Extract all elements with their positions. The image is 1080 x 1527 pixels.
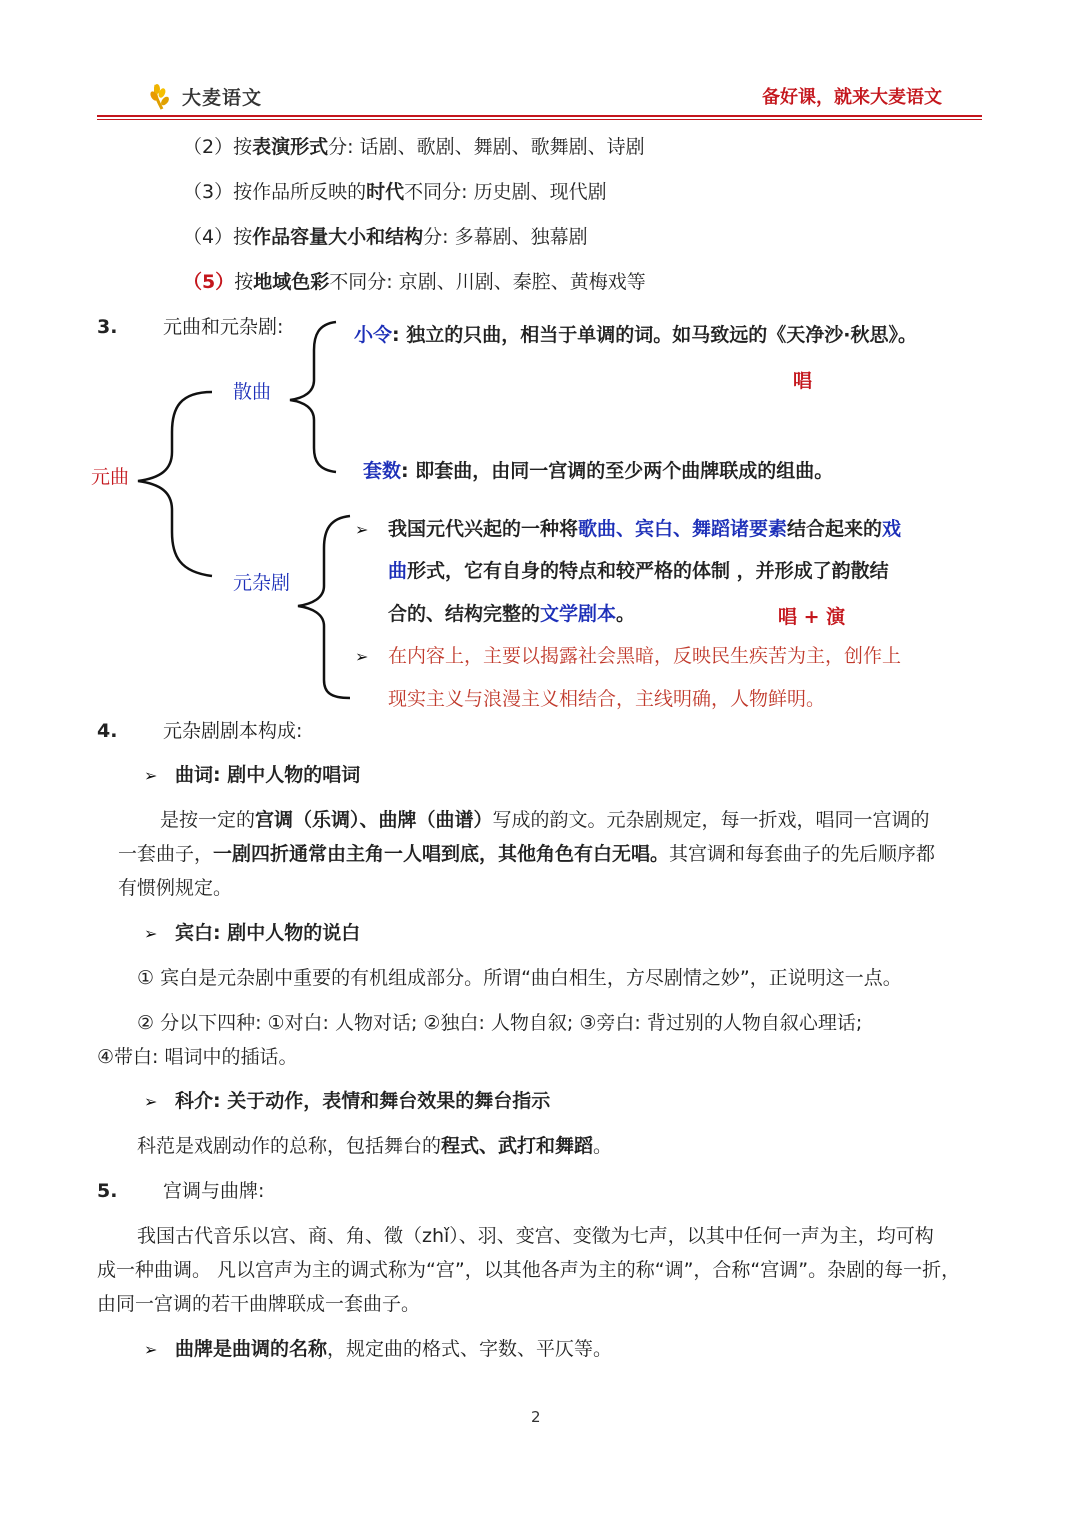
binbai-item-2-line-1: ② 分以下四种: ①对白: 人物对话; ②独白: 人物自叙; ③旁白: 背过别的人物自叙心理话;: [137, 1012, 863, 1034]
header-slogan: 备好课，就来大麦语文: [762, 87, 942, 108]
kejie-para: 科范是戏剧动作的总称，包括舞台的程式、武打和舞蹈。: [137, 1135, 613, 1157]
gongdiao-para-line-3: 由同一宫调的若干曲牌联成一套曲子。: [97, 1293, 421, 1315]
gongdiao-para-line-2: 成一种曲调。 凡以宫声为主的调式称为“宫”，以其他各声为主的称“调”，合称“宫调”。杂剧的每一折，: [97, 1259, 961, 1281]
bullet-arrow-icon: ➢: [355, 520, 369, 539]
bullet-arrow-icon: ➢: [144, 766, 158, 785]
brace-zaju: [298, 516, 350, 698]
chang-yan-label: 唱 + 演: [778, 606, 846, 628]
section-4-number: 4.: [97, 720, 118, 742]
classification-item-3: （3）按作品所反映的时代不同分: 历史剧、现代剧: [183, 181, 607, 203]
zaju-bullet-1-line-2: 曲形式，它有自身的特点和较严格的体制 ，并形成了韵散结: [388, 560, 889, 582]
zaju-bullet-1-line-3: 合的、结构完整的文学剧本。: [388, 603, 636, 625]
page-number: 2: [531, 1408, 541, 1426]
kejie-heading: 科介: 关于动作，表情和舞台效果的舞台指示: [175, 1090, 551, 1112]
zaju-bullet-1-line-1: 我国元代兴起的一种将歌曲、宾白、舞蹈诸要素结合起来的戏: [388, 518, 902, 540]
chang-label: 唱: [793, 370, 813, 392]
binbai-item-1: ① 宾白是元杂剧中重要的有机组成部分。所谓“曲白相生，方尽剧情之妙”，正说明这一点。: [137, 967, 902, 989]
section-4-title: 元杂剧剧本构成:: [163, 720, 303, 742]
bullet-arrow-icon: ➢: [355, 647, 369, 666]
zaju-bullet-2-line-1: 在内容上，主要以揭露社会黑暗，反映民生疾苦为主，创作上: [388, 645, 902, 667]
diagram-root-yuanqu: 元曲: [91, 466, 130, 488]
bullet-arrow-icon: ➢: [144, 1340, 158, 1359]
section-3-title: 元曲和元杂剧:: [163, 316, 284, 338]
xiaoling-line: 小令: 独立的只曲，相当于单调的词。如马致远的《天净沙·秋思》。: [354, 324, 917, 346]
section-3-number: 3.: [97, 316, 118, 338]
diagram-node-zaju: 元杂剧: [233, 572, 291, 594]
diagram-node-sanqu: 散曲: [233, 381, 272, 403]
section-5-number: 5.: [97, 1180, 118, 1202]
bullet-arrow-icon: ➢: [144, 1092, 158, 1111]
quci-para-line-1: 是按一定的宫调（乐调）、曲牌（曲谱）写成的韵文。元杂剧规定，每一折戏，唱同一宫调的: [160, 809, 930, 831]
quci-para-line-2: 一套曲子，一剧四折通常由主角一人唱到底，其他角色有白无唱。其宫调和每套曲子的先后顺序都: [118, 843, 936, 865]
gongdiao-para-line-1: 我国古代音乐以宫、商、角、徵（zhǐ）、羽、变宫、变徵为七声，以其中任何一声为主，均可构: [137, 1225, 934, 1247]
taoshu-line: 套数: 即套曲，由同一宫调的至少两个曲牌联成的组曲。: [363, 460, 834, 482]
qupai-line: 曲牌是曲调的名称，规定曲的格式、字数、平仄等。: [175, 1338, 613, 1360]
quci-heading: 曲词: 剧中人物的唱词: [175, 764, 361, 786]
logo-text: 大麦语文: [182, 86, 263, 109]
zaju-bullet-2-line-2: 现实主义与浪漫主义相结合，主线明确，人物鲜明。: [388, 688, 826, 710]
bullet-arrow-icon: ➢: [144, 924, 158, 943]
classification-item-5: （5）按地域色彩不同分: 京剧、川剧、秦腔、黄梅戏等: [183, 271, 646, 293]
binbai-heading: 宾白: 剧中人物的说白: [175, 922, 361, 944]
classification-item-2: （2）按表演形式分: 话剧、歌剧、舞剧、歌舞剧、诗剧: [183, 136, 645, 158]
section-5-title: 宫调与曲牌:: [163, 1180, 265, 1202]
brace-sanqu: [290, 322, 336, 472]
classification-item-4: （4）按作品容量大小和结构分: 多幕剧、独幕剧: [183, 226, 588, 248]
brace-yuanqu: [138, 392, 212, 576]
binbai-item-2-line-2: ④带白: 唱词中的插话。: [97, 1046, 298, 1068]
quci-para-line-3: 有惯例规定。: [118, 877, 233, 899]
